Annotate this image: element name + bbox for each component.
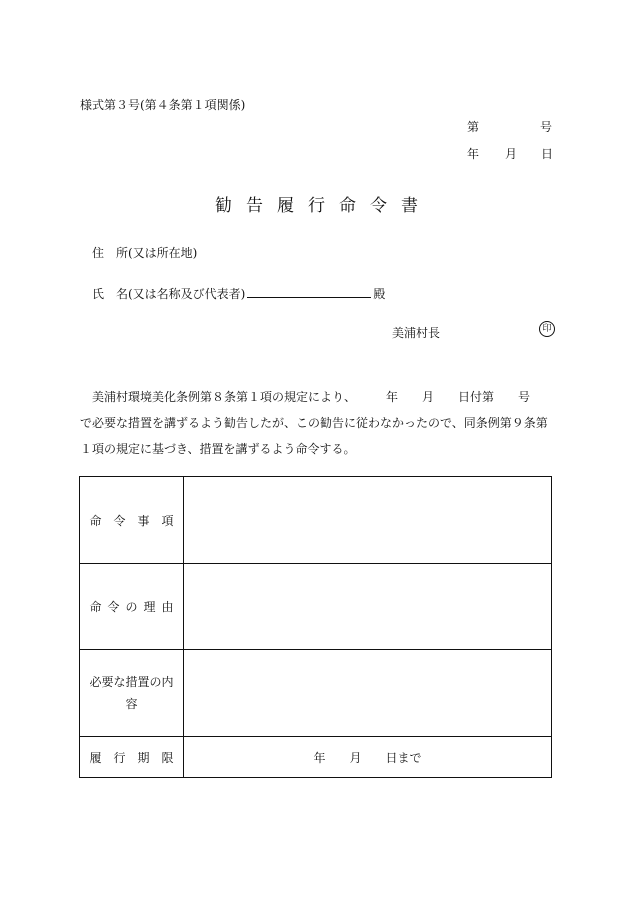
recipient-address-label: 住 所(又は所在地) [92,246,198,260]
form-number: 様式第３号(第４条第１項関係) [80,98,246,112]
recipient-name-blank [247,285,371,298]
date-day: 日 [541,147,554,161]
measures-label-cell [80,650,184,736]
date-month: 月 [505,147,518,161]
deadline-label-cell [80,737,184,777]
issuer-title: 美浦村長 [392,326,441,340]
order-body-text [80,384,552,462]
body-line-1: 美浦村環境美化条例第８条第１項の規定により、 年 月 日付第 号 [92,390,531,404]
table-row-order-reason [80,563,551,649]
order-reason-label: 命令の理由 [89,600,180,614]
recipient-name-row [92,285,385,302]
honorific: 殿 [373,287,386,301]
order-items-label-cell [80,477,184,563]
body-line-3: １項の規定に基づき、措置を講ずるよう命令する。 [80,442,356,456]
document-number-prefix: 第 [467,120,480,134]
order-items-label: 命令事項 [89,513,186,528]
table-row-deadline [80,736,551,777]
body-line-2: で必要な措置を講ずるよう勧告したが、この勧告に従わなかったので、同条例第９条第 [80,416,548,430]
document-number-suffix: 号 [540,120,553,134]
date-year: 年 [467,147,480,161]
order-reason-label-cell [80,564,184,649]
deadline-value: 年 月 日まで [313,750,422,765]
recipient-name-label: 氏 名(又は名称及び代表者) [92,287,246,301]
measures-label: 必要な措置の内容 [89,675,174,711]
order-items-value-cell [184,477,551,563]
order-details-table [79,476,552,778]
seal-icon: 印 [539,321,555,337]
deadline-value-cell [184,737,551,777]
table-row-measures [80,649,551,736]
document-title: 勧告履行命令書 [215,196,432,216]
deadline-label: 履行期限 [89,750,186,765]
order-reason-value-cell [184,564,551,649]
table-row-order-items [80,477,551,563]
measures-value-cell [184,650,551,736]
